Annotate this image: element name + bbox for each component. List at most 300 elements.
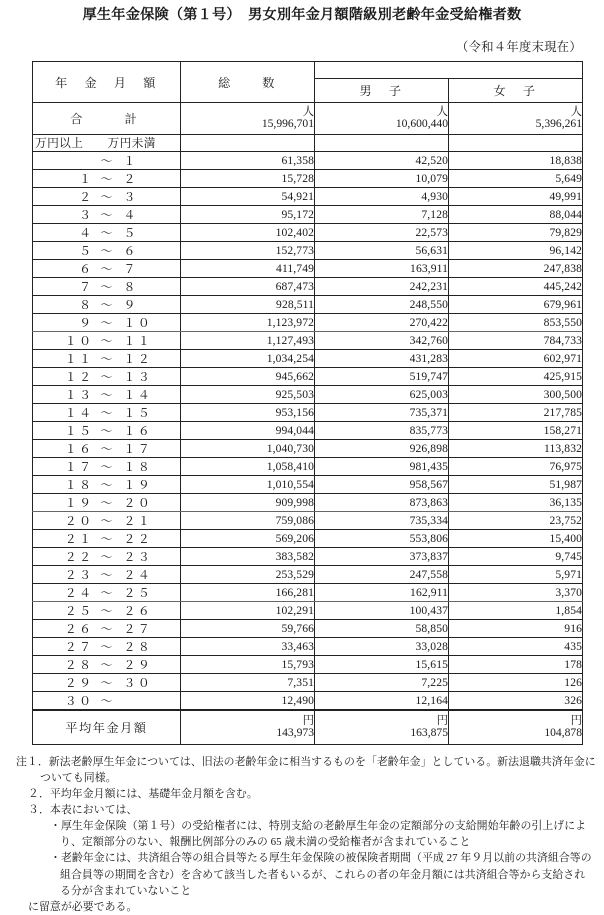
row-total-value: 569,206 xyxy=(181,530,315,548)
range-upper-bound: １０ xyxy=(123,316,153,331)
table-header-row-1 xyxy=(33,62,583,79)
table-row xyxy=(33,620,583,638)
row-range-label xyxy=(33,656,181,674)
row-range-label xyxy=(33,548,181,566)
row-male-value: 12,164 xyxy=(315,692,449,711)
range-group xyxy=(33,530,180,547)
range-lower-bound: ２３ xyxy=(64,568,94,583)
row-total-value: 945,662 xyxy=(181,368,315,386)
row-male-value: 58,850 xyxy=(315,620,449,638)
header-male: 男 子 xyxy=(315,79,449,103)
range-tilde: ～ xyxy=(100,388,113,403)
header-gender-span xyxy=(315,62,583,79)
table-row xyxy=(33,512,583,530)
range-group xyxy=(33,224,180,241)
unit-label-yen-female: 円 xyxy=(570,714,582,727)
row-male-value: 981,435 xyxy=(315,458,449,476)
average-row-label: 平均年金月額 xyxy=(33,710,181,744)
row-male-value: 42,520 xyxy=(315,152,449,170)
row-male-value: 247,558 xyxy=(315,566,449,584)
range-lower-bound: ４ xyxy=(79,226,94,241)
row-range-label xyxy=(33,512,181,530)
unit-label-total: 人 xyxy=(302,106,314,119)
range-group xyxy=(33,656,180,673)
row-range-label xyxy=(33,440,181,458)
table-row xyxy=(33,332,583,350)
range-lower-bound: ６ xyxy=(79,262,94,277)
range-tilde: ～ xyxy=(100,424,113,439)
range-upper-bound: ４ xyxy=(123,208,138,223)
range-upper-bound: ７ xyxy=(123,262,138,277)
row-range-label xyxy=(33,206,181,224)
range-header-blank-total xyxy=(181,135,315,152)
table-row xyxy=(33,350,583,368)
range-upper-bound: ５ xyxy=(123,226,138,241)
table-row xyxy=(33,674,583,692)
table-row xyxy=(33,278,583,296)
range-upper-bound: ２６ xyxy=(123,604,153,619)
row-male-value: 519,747 xyxy=(315,368,449,386)
row-male-value: 22,573 xyxy=(315,224,449,242)
range-tilde: ～ xyxy=(100,298,113,313)
range-upper-bound: ２０ xyxy=(123,496,153,511)
table-row xyxy=(33,404,583,422)
row-total-value: 1,123,972 xyxy=(181,314,315,332)
row-total-value: 1,127,493 xyxy=(181,332,315,350)
footnote-line: ３．本表においては、 xyxy=(28,803,138,816)
row-female-value: 1,854 xyxy=(449,602,583,620)
range-upper-bound: ６ xyxy=(123,244,138,259)
row-range-label xyxy=(33,152,181,170)
range-lower-bound: ３ xyxy=(79,208,94,223)
row-total-value: 166,281 xyxy=(181,584,315,602)
range-tilde: ～ xyxy=(100,496,113,511)
range-group xyxy=(33,440,180,457)
row-range-label xyxy=(33,188,181,206)
range-lower-bound: ２６ xyxy=(64,622,94,637)
header-total: 総 数 xyxy=(181,62,315,103)
range-upper-bound: １１ xyxy=(123,334,153,349)
row-range-label xyxy=(33,566,181,584)
row-total-value: 59,766 xyxy=(181,620,315,638)
header-pension-amount: 年 金 月 額 xyxy=(33,62,181,103)
footnote-line: ２．平均年金月額には、基礎年金月額を含む。 xyxy=(28,787,258,800)
row-female-value: 326 xyxy=(449,692,583,711)
range-group xyxy=(33,242,180,259)
row-range-label xyxy=(33,350,181,368)
row-range-label xyxy=(33,314,181,332)
range-group xyxy=(33,188,180,205)
row-male-value: 431,283 xyxy=(315,350,449,368)
range-tilde: ～ xyxy=(100,568,113,583)
table-row-average xyxy=(33,710,583,744)
range-lower-bound: ３０ xyxy=(64,694,94,709)
row-total-value: 253,529 xyxy=(181,566,315,584)
table-row xyxy=(33,170,583,188)
range-upper-bound: ３０ xyxy=(123,676,153,691)
row-male-value: 873,863 xyxy=(315,494,449,512)
range-lower-bound: １３ xyxy=(64,388,94,403)
range-group xyxy=(33,404,180,421)
page-title: 厚生年金保険（第１号） 男女別年金月額階級別老齢年金受給権者数 xyxy=(82,7,522,23)
range-upper-bound: ２ xyxy=(123,172,138,187)
table-row xyxy=(33,692,583,711)
row-male-value: 958,567 xyxy=(315,476,449,494)
range-tilde: ～ xyxy=(100,586,113,601)
range-lower-bound: １６ xyxy=(64,442,94,457)
row-total-value: 15,728 xyxy=(181,170,315,188)
range-group xyxy=(33,368,180,385)
range-lower-bound: １４ xyxy=(64,406,94,421)
row-total-value: 994,044 xyxy=(181,422,315,440)
row-total-value: 54,921 xyxy=(181,188,315,206)
range-lower-bound: １ xyxy=(79,172,94,187)
row-male-value: 248,550 xyxy=(315,296,449,314)
table-row xyxy=(33,260,583,278)
table-row xyxy=(33,152,583,170)
range-tilde: ～ xyxy=(100,154,113,169)
row-female-value: 36,135 xyxy=(449,494,583,512)
range-tilde: ～ xyxy=(100,352,113,367)
footnote-line: る分が含まれていないこと xyxy=(60,884,192,897)
range-header-blank-female xyxy=(449,135,583,152)
range-tilde: ～ xyxy=(100,316,113,331)
row-male-value: 100,437 xyxy=(315,602,449,620)
table-row xyxy=(33,206,583,224)
row-total-value: 925,503 xyxy=(181,386,315,404)
range-group xyxy=(33,278,180,295)
row-female-value: 51,987 xyxy=(449,476,583,494)
range-lower-bound: ７ xyxy=(79,280,94,295)
row-female-value: 18,838 xyxy=(449,152,583,170)
range-tilde: ～ xyxy=(100,262,113,277)
range-tilde: ～ xyxy=(100,550,113,565)
range-tilde: ～ xyxy=(100,604,113,619)
row-male-value: 7,225 xyxy=(315,674,449,692)
range-group xyxy=(33,170,180,187)
row-range-label xyxy=(33,476,181,494)
row-total-value: 102,402 xyxy=(181,224,315,242)
range-tilde: ～ xyxy=(100,244,113,259)
total-row-label: 合 計 xyxy=(33,103,181,135)
range-upper-bound: １８ xyxy=(123,460,153,475)
row-range-label xyxy=(33,620,181,638)
row-male-value: 163,911 xyxy=(315,260,449,278)
row-female-value: 76,975 xyxy=(449,458,583,476)
range-upper-bound: １９ xyxy=(123,478,153,493)
row-female-value: 88,044 xyxy=(449,206,583,224)
range-group xyxy=(33,584,180,601)
row-male-value: 33,028 xyxy=(315,638,449,656)
range-header-text: 万円以上 万円未満 xyxy=(35,137,156,151)
row-female-value: 49,991 xyxy=(449,188,583,206)
range-upper-bound: ２４ xyxy=(123,568,153,583)
table-row xyxy=(33,242,583,260)
row-female-value: 9,745 xyxy=(449,548,583,566)
row-female-value: 247,838 xyxy=(449,260,583,278)
range-upper-bound: ３ xyxy=(123,190,138,205)
range-group xyxy=(33,674,180,691)
range-group xyxy=(33,206,180,223)
average-row-total xyxy=(181,710,315,744)
row-male-value: 625,003 xyxy=(315,386,449,404)
range-lower-bound: ２５ xyxy=(64,604,94,619)
row-male-value: 4,930 xyxy=(315,188,449,206)
average-row-total-value: 143,973 xyxy=(276,726,314,740)
total-row-total-value: 15,996,701 xyxy=(261,117,314,131)
range-tilde: ～ xyxy=(100,640,113,655)
row-male-value: 242,231 xyxy=(315,278,449,296)
range-tilde: ～ xyxy=(100,226,113,241)
range-upper-bound: １６ xyxy=(123,424,153,439)
row-range-label xyxy=(33,584,181,602)
row-range-label xyxy=(33,494,181,512)
range-tilde: ～ xyxy=(100,172,113,187)
range-group xyxy=(33,152,180,169)
row-male-value: 162,911 xyxy=(315,584,449,602)
range-group xyxy=(33,458,180,475)
range-upper-bound: ８ xyxy=(123,280,138,295)
range-lower-bound: ２４ xyxy=(64,586,94,601)
range-group xyxy=(33,296,180,313)
range-upper-bound: １７ xyxy=(123,442,153,457)
table-row xyxy=(33,656,583,674)
row-total-value: 759,086 xyxy=(181,512,315,530)
total-row-male xyxy=(315,103,449,135)
range-tilde: ～ xyxy=(100,694,113,709)
row-female-value: 158,271 xyxy=(449,422,583,440)
footnote-line: ついても同様。 xyxy=(40,771,117,784)
row-male-value: 342,760 xyxy=(315,332,449,350)
range-group xyxy=(33,260,180,277)
table-row xyxy=(33,296,583,314)
row-male-value: 926,898 xyxy=(315,440,449,458)
row-total-value: 7,351 xyxy=(181,674,315,692)
row-range-label xyxy=(33,296,181,314)
range-tilde: ～ xyxy=(100,280,113,295)
row-female-value: 5,971 xyxy=(449,566,583,584)
range-lower-bound: １８ xyxy=(64,478,94,493)
table-container xyxy=(0,55,604,745)
range-upper-bound: ２５ xyxy=(123,586,153,601)
footnote-line: ・老齢年金には、共済組合等の組合員等たる厚生年金保険の被保険者期間（平成 27 年９月以前の共済組合等の xyxy=(50,852,592,865)
average-row-male-value: 163,875 xyxy=(410,726,448,740)
range-group xyxy=(33,494,180,511)
range-upper-bound: ２３ xyxy=(123,550,153,565)
range-upper-bound: ２７ xyxy=(123,622,153,637)
range-group xyxy=(33,602,180,619)
footnotes xyxy=(0,745,604,915)
average-row-female xyxy=(449,710,583,744)
row-total-value: 909,998 xyxy=(181,494,315,512)
range-upper-bound: ２２ xyxy=(123,532,153,547)
range-lower-bound: １０ xyxy=(64,334,94,349)
row-range-label xyxy=(33,422,181,440)
range-lower-bound: １９ xyxy=(64,496,94,511)
unit-label-yen-total: 円 xyxy=(302,714,314,727)
table-row xyxy=(33,602,583,620)
table-row-total xyxy=(33,103,583,135)
range-tilde: ～ xyxy=(100,532,113,547)
range-upper-bound: ２１ xyxy=(123,514,153,529)
row-female-value: 5,649 xyxy=(449,170,583,188)
row-total-value: 15,793 xyxy=(181,656,315,674)
row-male-value: 56,631 xyxy=(315,242,449,260)
row-female-value: 602,971 xyxy=(449,350,583,368)
range-tilde: ～ xyxy=(100,370,113,385)
total-row-female-value: 5,396,261 xyxy=(535,117,582,131)
total-row-female xyxy=(449,103,583,135)
row-total-value: 12,490 xyxy=(181,692,315,711)
table-row xyxy=(33,188,583,206)
row-female-value: 79,829 xyxy=(449,224,583,242)
row-male-value: 7,128 xyxy=(315,206,449,224)
footnote-line: に留意が必要である。 xyxy=(28,900,138,913)
row-male-value: 373,837 xyxy=(315,548,449,566)
row-female-value: 113,832 xyxy=(449,440,583,458)
row-range-label xyxy=(33,368,181,386)
row-male-value: 15,615 xyxy=(315,656,449,674)
range-group xyxy=(33,386,180,403)
row-range-label xyxy=(33,386,181,404)
unit-label-female: 人 xyxy=(570,106,582,119)
range-tilde: ～ xyxy=(100,406,113,421)
row-range-label xyxy=(33,224,181,242)
row-range-label xyxy=(33,674,181,692)
row-female-value: 445,242 xyxy=(449,278,583,296)
range-group xyxy=(33,422,180,439)
table-row xyxy=(33,314,583,332)
range-upper-bound: ２８ xyxy=(123,640,153,655)
table-row xyxy=(33,476,583,494)
row-total-value: 928,511 xyxy=(181,296,315,314)
table-row xyxy=(33,386,583,404)
row-female-value: 23,752 xyxy=(449,512,583,530)
row-male-value: 835,773 xyxy=(315,422,449,440)
average-row-male xyxy=(315,710,449,744)
range-header-blank-male xyxy=(315,135,449,152)
range-lower-bound: ２９ xyxy=(64,676,94,691)
range-lower-bound: １１ xyxy=(64,352,94,367)
range-group xyxy=(33,314,180,331)
row-range-label xyxy=(33,692,181,711)
range-tilde: ～ xyxy=(100,622,113,637)
range-lower-bound: ９ xyxy=(79,316,94,331)
row-female-value: 15,400 xyxy=(449,530,583,548)
range-header-label xyxy=(33,135,181,152)
row-total-value: 152,773 xyxy=(181,242,315,260)
range-upper-bound: １ xyxy=(123,154,138,169)
range-lower-bound: ２ xyxy=(79,190,94,205)
range-tilde: ～ xyxy=(100,676,113,691)
range-lower-bound: １２ xyxy=(64,370,94,385)
row-female-value: 3,370 xyxy=(449,584,583,602)
row-female-value: 126 xyxy=(449,674,583,692)
row-female-value: 178 xyxy=(449,656,583,674)
row-female-value: 853,550 xyxy=(449,314,583,332)
table-row xyxy=(33,458,583,476)
range-tilde: ～ xyxy=(100,442,113,457)
range-upper-bound: １３ xyxy=(123,370,153,385)
row-male-value: 735,334 xyxy=(315,512,449,530)
range-upper-bound: ２９ xyxy=(123,658,153,673)
range-tilde: ～ xyxy=(100,658,113,673)
row-total-value: 61,358 xyxy=(181,152,315,170)
range-upper-bound: ９ xyxy=(123,298,138,313)
range-lower-bound: ５ xyxy=(79,244,94,259)
range-group xyxy=(33,476,180,493)
row-total-value: 95,172 xyxy=(181,206,315,224)
row-range-label xyxy=(33,404,181,422)
unit-label-yen-male: 円 xyxy=(436,714,448,727)
row-female-value: 435 xyxy=(449,638,583,656)
table-row xyxy=(33,638,583,656)
footnote-line: ・厚生年金保険（第１号）の受給権者には、特別支給の老齢厚生年金の定額部分の支給開始年齢の引上げによ xyxy=(50,820,587,833)
range-lower-bound: １５ xyxy=(64,424,94,439)
total-row-male-value: 10,600,440 xyxy=(395,117,448,131)
range-tilde: ～ xyxy=(100,208,113,223)
average-row-female-value: 104,878 xyxy=(544,726,582,740)
row-total-value: 1,040,730 xyxy=(181,440,315,458)
row-total-value: 383,582 xyxy=(181,548,315,566)
row-range-label xyxy=(33,332,181,350)
table-row xyxy=(33,530,583,548)
range-lower-bound: １７ xyxy=(64,460,94,475)
range-upper-bound: １５ xyxy=(123,406,153,421)
row-range-label xyxy=(33,638,181,656)
table-body xyxy=(33,62,583,152)
table-row xyxy=(33,584,583,602)
table-row-range-header xyxy=(33,135,583,152)
page-subtitle: （令和４年度末現在） xyxy=(456,40,582,55)
range-lower-bound: ２８ xyxy=(64,658,94,673)
footnote-line: 組合員等の期間を含む）を含めて該当した者もいるが、これらの者の年金月額には共済組合等から支給され xyxy=(60,868,586,881)
range-tilde: ～ xyxy=(100,478,113,493)
total-row-total xyxy=(181,103,315,135)
row-male-value: 10,079 xyxy=(315,170,449,188)
row-total-value: 102,291 xyxy=(181,602,315,620)
range-group xyxy=(33,692,180,709)
row-range-label xyxy=(33,170,181,188)
row-female-value: 679,961 xyxy=(449,296,583,314)
row-female-value: 784,733 xyxy=(449,332,583,350)
row-total-value: 953,156 xyxy=(181,404,315,422)
row-total-value: 1,058,410 xyxy=(181,458,315,476)
range-lower-bound: ２１ xyxy=(64,532,94,547)
range-tilde: ～ xyxy=(100,514,113,529)
row-male-value: 270,422 xyxy=(315,314,449,332)
range-lower-bound: ２７ xyxy=(64,640,94,655)
row-female-value: 916 xyxy=(449,620,583,638)
range-tilde: ～ xyxy=(100,190,113,205)
range-upper-bound: １４ xyxy=(123,388,153,403)
footnote-line: り、定額部分のない、報酬比例部分のみの 65 歳未満の受給権者が含まれていること xyxy=(60,836,471,849)
pension-statistics-table xyxy=(32,61,583,745)
row-male-value: 735,371 xyxy=(315,404,449,422)
row-range-label xyxy=(33,260,181,278)
range-lower-bound: ８ xyxy=(79,298,94,313)
header-female: 女 子 xyxy=(449,79,583,103)
row-total-value: 1,010,554 xyxy=(181,476,315,494)
row-total-value: 687,473 xyxy=(181,278,315,296)
row-female-value: 217,785 xyxy=(449,404,583,422)
row-total-value: 1,034,254 xyxy=(181,350,315,368)
table-row xyxy=(33,440,583,458)
row-male-value: 553,806 xyxy=(315,530,449,548)
range-group xyxy=(33,548,180,565)
row-range-label xyxy=(33,602,181,620)
row-range-label xyxy=(33,530,181,548)
